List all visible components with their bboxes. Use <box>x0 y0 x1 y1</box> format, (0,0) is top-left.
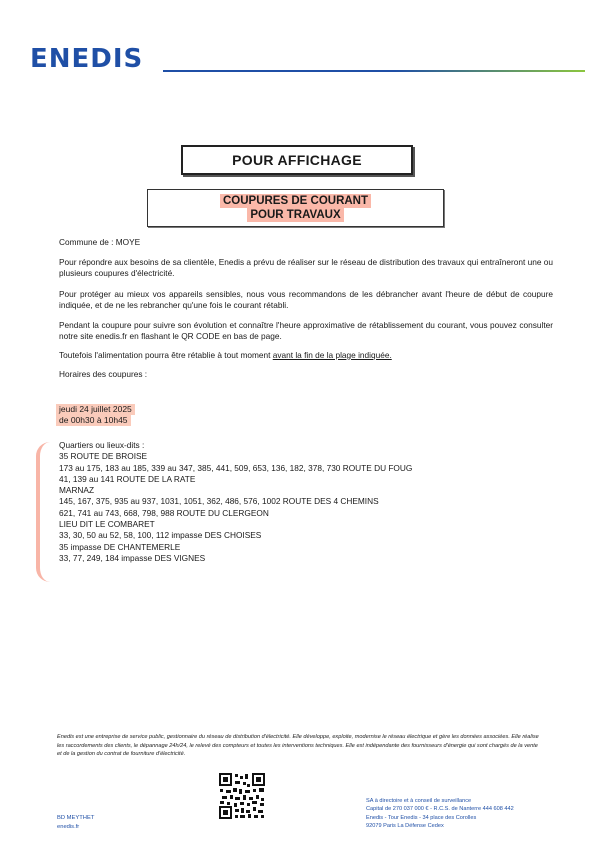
quartiers-list <box>59 440 412 564</box>
enedis-logo <box>30 44 143 74</box>
footer-site-name: BD MEYTHET <box>57 815 95 821</box>
list-item: 35 impasse DE CHANTEMERLE <box>59 541 181 552</box>
note-underlined: avant la fin de la plage indiquée. <box>272 350 392 360</box>
outage-date-block <box>56 404 135 426</box>
quartiers-label: Quartiers ou lieux-dits : <box>59 440 145 450</box>
footer-address-2: 92079 Paris La Défense Cedex <box>366 823 444 830</box>
outage-day: jeudi 24 juillet 2025 <box>56 404 135 415</box>
subtitle-line-1: COUPURES DE COURANT <box>220 194 371 208</box>
paragraph-3: Pendant la coupure pour suivre son évolution et connaître l'heure approximative de rétablissement du courant, vous pouvez consulter notre site enedis.fr en flashant le QR CODE en bas de page. <box>59 320 553 341</box>
list-item: 145, 167, 375, 935 au 937, 1031, 1051, 362, 486, 576, 1002 ROUTE DES 4 CHEMINS <box>59 496 379 507</box>
list-item: MARNAZ <box>59 485 95 496</box>
note-prefix: Toutefois l'alimentation pourra être rétablie à tout moment <box>59 350 273 360</box>
page-title: POUR AFFICHAGE <box>181 145 413 175</box>
list-item: LIEU DIT LE COMBARET <box>59 519 155 530</box>
list-item: 33, 77, 249, 184 impasse DES VIGNES <box>59 552 206 563</box>
qr-code[interactable] <box>218 772 266 820</box>
subtitle-line-2: POUR TRAVAUX <box>247 208 343 222</box>
highlight-marker <box>36 442 50 582</box>
footer-right <box>366 797 514 831</box>
subtitle-box <box>147 189 444 227</box>
outage-time: de 00h30 à 10h45 <box>56 415 131 426</box>
footer-capital: Capital de 270 037 000 € - R.C.S. de Nanterre 444 608 442 <box>366 806 514 813</box>
paragraph-2: Pour protéger au mieux vos appareils sensibles, nous vous recommandons de les débrancher avant l'heure de début de coupure indiquée, et de ne les rebrancher qu'une fois le courant rétabli. <box>59 289 553 310</box>
paragraph-1: Pour répondre aux besoins de sa clientèle, Enedis a prévu de réaliser sur le réseau de distribution des travaux qui entraîneront une ou plusieurs coupures d'électricité. <box>59 257 553 278</box>
header-rule <box>163 70 585 72</box>
list-item: 621, 741 au 743, 668, 798, 988 ROUTE DU CLERGEON <box>59 507 269 518</box>
list-item: 173 au 175, 183 au 185, 339 au 347, 385, 441, 509, 653, 136, 182, 378, 730 ROUTE DU FOUG <box>59 462 413 473</box>
list-item: 41, 139 au 141 ROUTE DE LA RATE <box>59 473 196 484</box>
list-item: 35 ROUTE DE BROISE <box>59 451 148 462</box>
legal-notice: Enedis est une entreprise de service public, gestionnaire du réseau de distribution d'électricité. Elle développe, exploite, modernise le réseau électrique et gère les données associées. Elle réalise les raccordements des clients, le dépannage 24h/24, le relevé des compteurs et toutes les interventions techniques. Elle est indépendante des fournisseurs d'énergie qui sont chargés de la vente et de la gestion du contrat de fourniture d'électricité. <box>57 734 539 757</box>
list-item: 33, 30, 50 au 52, 58, 100, 112 impasse DES CHOISES <box>59 530 262 541</box>
horaires-label: Horaires des coupures : <box>59 369 148 379</box>
commune-label: Commune de : MOYE <box>59 237 141 247</box>
footer-website-link[interactable]: enedis.fr <box>57 823 80 830</box>
footer-left <box>57 814 94 831</box>
footer-address-1: Enedis - Tour Enedis - 34 place des Corolles <box>366 814 477 821</box>
footer-company-type: SA à directoire et à conseil de surveillance <box>366 798 472 804</box>
availability-note <box>59 350 553 361</box>
enedis-logo-text: ENEDIS <box>30 44 144 74</box>
